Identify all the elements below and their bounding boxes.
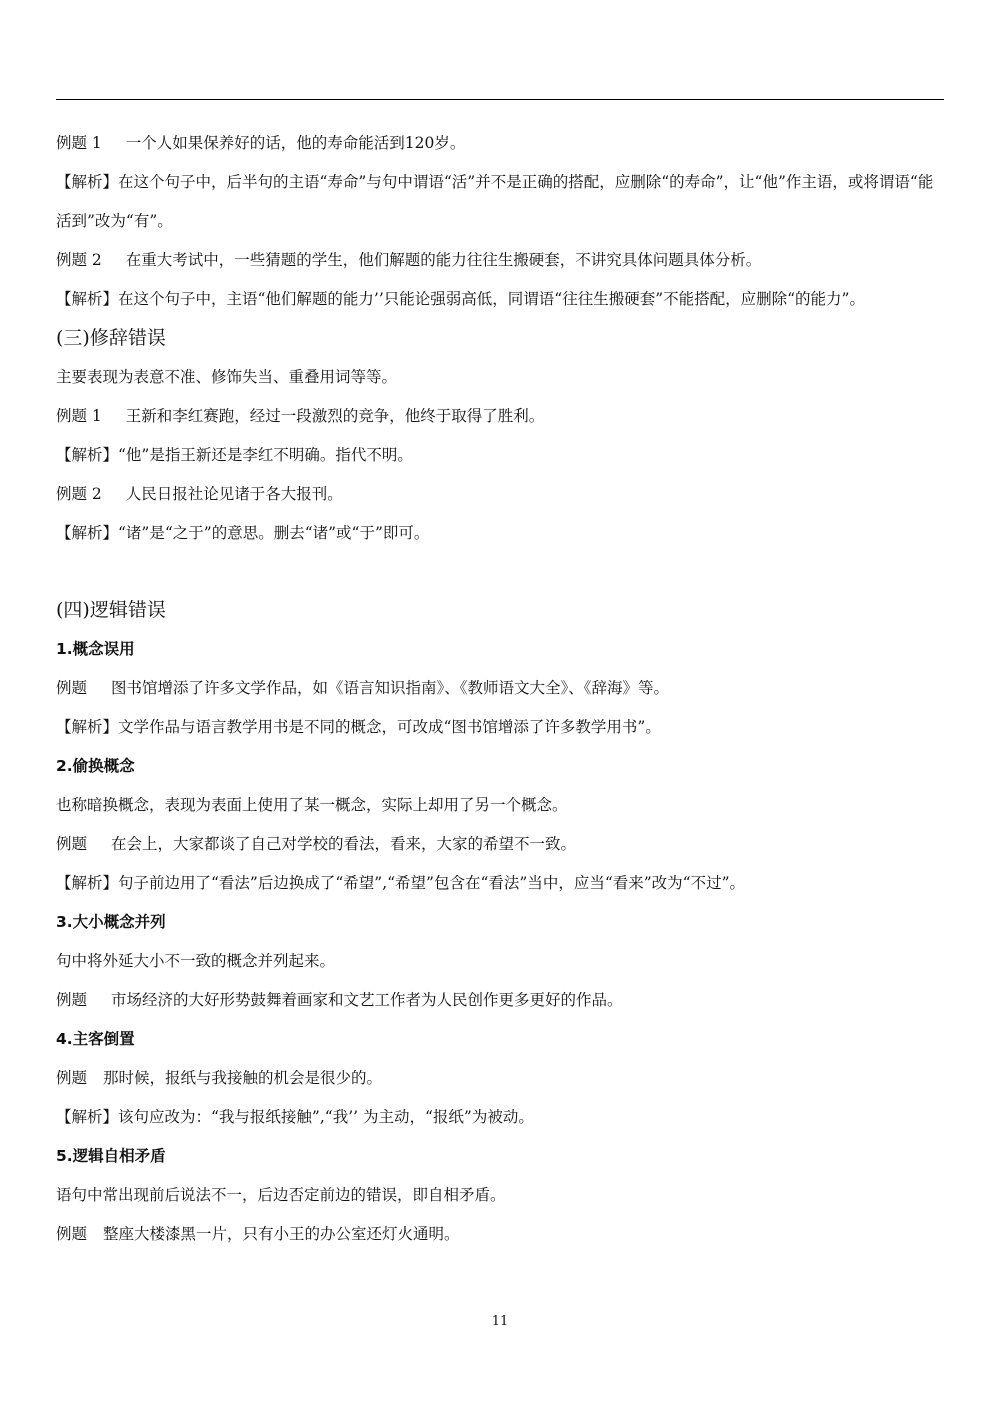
example-text: 一个人如果保养好的话，他的寿命能活到120岁。 (125, 134, 466, 152)
example-line (56, 475, 944, 514)
example-line (56, 124, 944, 163)
page-number: 11 (491, 1314, 509, 1329)
analysis-paragraph: 【解析】该句应改为：“我与报纸接触”,“我’’ 为主动，“报纸”为被动。 (56, 1108, 534, 1126)
body-text: 语句中常出现前后说法不一，后边否定前边的错误，即自相矛盾。 (56, 1186, 506, 1204)
example-line (56, 981, 944, 1020)
section-heading: (四)逻辑错误 (56, 599, 166, 621)
example-text: 人民日报社论见诸于各大报刊。 (125, 485, 343, 503)
analysis-paragraph: 【解析】“他”是指王新还是李红不明确。指代不明。 (56, 446, 413, 464)
example-line (56, 1215, 944, 1254)
example-line (56, 1059, 944, 1098)
analysis-paragraph: 【解析】“诸”是“之于”的意思。删去“诸”或“于”即可。 (56, 524, 430, 542)
analysis-paragraph: 【解析】在这个句子中，后半句的主语“寿命”与句中谓语“活”并不是正确的搭配，应删除“的寿命”，让“他”作主语，或将谓语“能活到”改为“有”。 (56, 173, 934, 230)
example-label: 例题 (56, 1225, 88, 1243)
subsection-heading: 3.大小概念并列 (56, 913, 166, 931)
example-text: 在重大考试中，一些猜题的学生，他们解题的能力往往生搬硬套，不讲究具体问题具体分析。 (125, 251, 762, 269)
subsection-heading: 4.主客倒置 (56, 1030, 135, 1048)
example-label: 例题 1 (56, 134, 102, 152)
example-text: 图书馆增添了许多文学作品，如《语言知识指南》、《教师语文大全》、《辞海》等。 (111, 679, 670, 697)
analysis-paragraph: 【解析】文学作品与语言教学用书是不同的概念，可改成“图书馆增添了许多教学用书”。 (56, 718, 661, 736)
example-text: 那时候，报纸与我接触的机会是很少的。 (103, 1069, 383, 1087)
example-label: 例题 2 (56, 485, 102, 503)
example-text: 在会上，大家都谈了自己对学校的看法，看来，大家的希望不一致。 (111, 835, 577, 853)
subsection-heading: 1.概念误用 (56, 640, 135, 658)
example-line (56, 825, 944, 864)
example-line (56, 669, 944, 708)
example-line (56, 241, 944, 280)
example-label: 例题 2 (56, 251, 102, 269)
example-label: 例题 (56, 679, 88, 697)
example-label: 例题 (56, 835, 88, 853)
analysis-paragraph: 【解析】在这个句子中，主语“他们解题的能力’’只能论强弱高低，同谓语“往往生搬硬套”不能搭配，应删除“的能力”。 (56, 290, 865, 308)
example-label: 例题 (56, 1069, 88, 1087)
body-text: 主要表现为表意不准、修饰失当、重叠用词等等。 (56, 368, 398, 386)
example-text: 市场经济的大好形势鼓舞着画家和文艺工作者为人民创作更多更好的作品。 (111, 991, 623, 1009)
subsection-heading: 2.偷换概念 (56, 757, 135, 775)
example-text: 整座大楼漆黑一片，只有小王的办公室还灯火通明。 (103, 1225, 460, 1243)
example-text: 王新和李红赛跑，经过一段激烈的竞争，他终于取得了胜利。 (125, 407, 545, 425)
section-heading: (三)修辞错误 (56, 327, 166, 349)
example-line (56, 397, 944, 436)
document-body (56, 124, 944, 1254)
body-text: 句中将外延大小不一致的概念并列起来。 (56, 952, 336, 970)
example-label: 例题 (56, 991, 88, 1009)
header-rule (56, 99, 944, 100)
example-label: 例题 1 (56, 407, 102, 425)
analysis-paragraph: 【解析】句子前边用了“看法”后边换成了“希望”,“希望”包含在“看法”当中，应当“看来”改为“不过”。 (56, 874, 746, 892)
section-spacer (56, 553, 944, 591)
body-text: 也称暗换概念，表现为表面上使用了某一概念，实际上却用了另一个概念。 (56, 796, 568, 814)
subsection-heading: 5.逻辑自相矛盾 (56, 1147, 166, 1165)
